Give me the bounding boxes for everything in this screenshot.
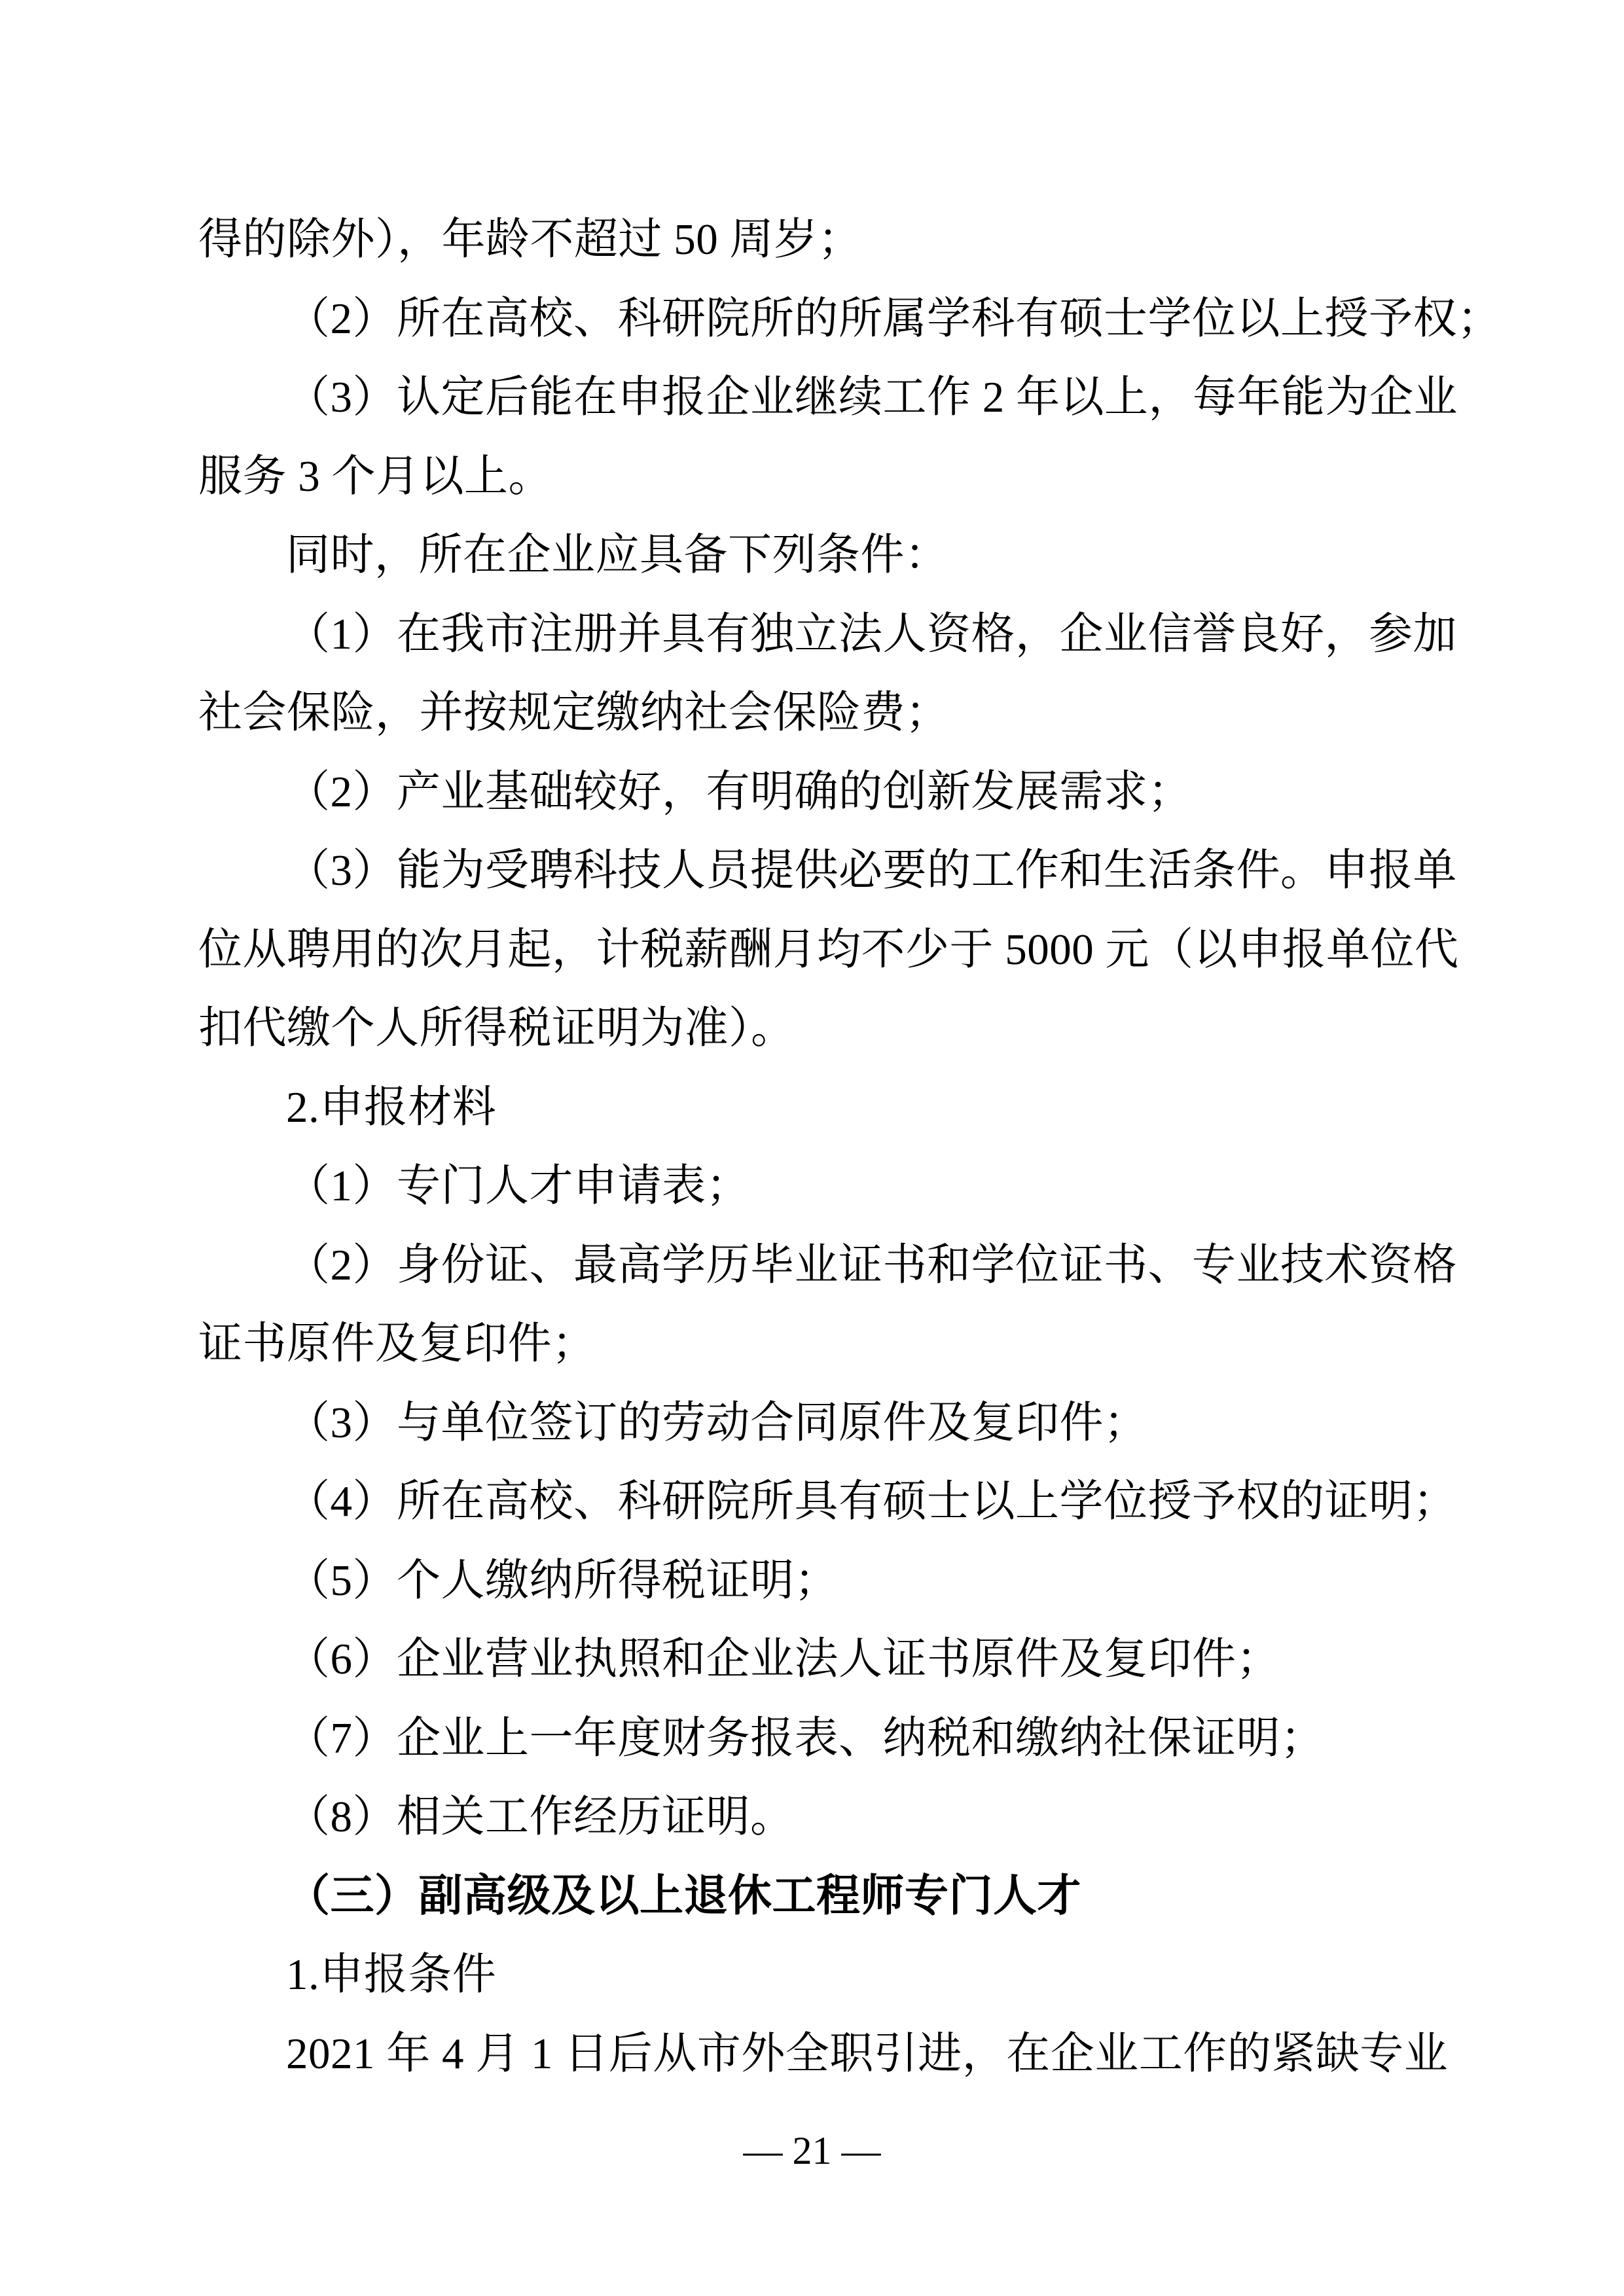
text-line: （2）所在高校、科研院所的所属学科有硕士学位以上授予权； [286, 294, 1502, 343]
text-line: 2.申报材料 [286, 1083, 497, 1132]
text-line: 位从聘用的次月起，计税薪酬月均不少于 5000 元（以申报单位代 [198, 925, 1459, 974]
page-number: — 21 — [743, 2129, 881, 2172]
text-line: （5）个人缴纳所得税证明； [286, 1556, 839, 1605]
text-line: 社会保险，并按规定缴纳社会保险费； [198, 689, 950, 737]
text-line: 1.申报条件 [286, 1950, 497, 1999]
section-heading: （三）副高级及以上退休工程师专门人才 [286, 1871, 1081, 1920]
text-line: （8）相关工作经历证明。 [286, 1793, 795, 1841]
text-line: 扣代缴个人所得税证明为准）。 [198, 1004, 795, 1052]
text-line: 2021 年 4 月 1 日后从市外全职引进，在企业工作的紧缺专业 [286, 2029, 1449, 2078]
text-line: （3）认定后能在申报企业继续工作 2 年以上，每年能为企业 [286, 373, 1458, 422]
text-line: （6）企业营业执照和企业法人证书原件及复印件； [286, 1635, 1280, 1683]
text-line: 同时，所在企业应具备下列条件： [286, 531, 949, 579]
text-line: （2）产业基础较好，有明确的创新发展需求； [286, 767, 1192, 816]
text-line: （3）能为受聘科技人员提供必要的工作和生活条件。申报单 [286, 846, 1457, 895]
text-line: （2）身份证、最高学历毕业证书和学位证书、专业技术资格 [286, 1240, 1457, 1289]
text-line: 得的除外），年龄不超过 50 周岁； [198, 215, 862, 264]
document-body [198, 200, 1502, 2093]
text-line: 服务 3 个月以上。 [198, 452, 552, 501]
text-line: 证书原件及复印件； [198, 1319, 596, 1368]
text-line: （1）专门人才申请表； [286, 1162, 750, 1210]
text-line: （7）企业上一年度财务报表、纳税和缴纳社保证明； [286, 1713, 1325, 1763]
text-line: （1）在我市注册并具有独立法人资格，企业信誉良好，参加 [286, 609, 1457, 658]
text-line: （3）与单位签订的劳动合同原件及复印件； [286, 1398, 1148, 1447]
text-line: （4）所在高校、科研院所具有硕士以上学位授予权的证明； [286, 1477, 1457, 1526]
